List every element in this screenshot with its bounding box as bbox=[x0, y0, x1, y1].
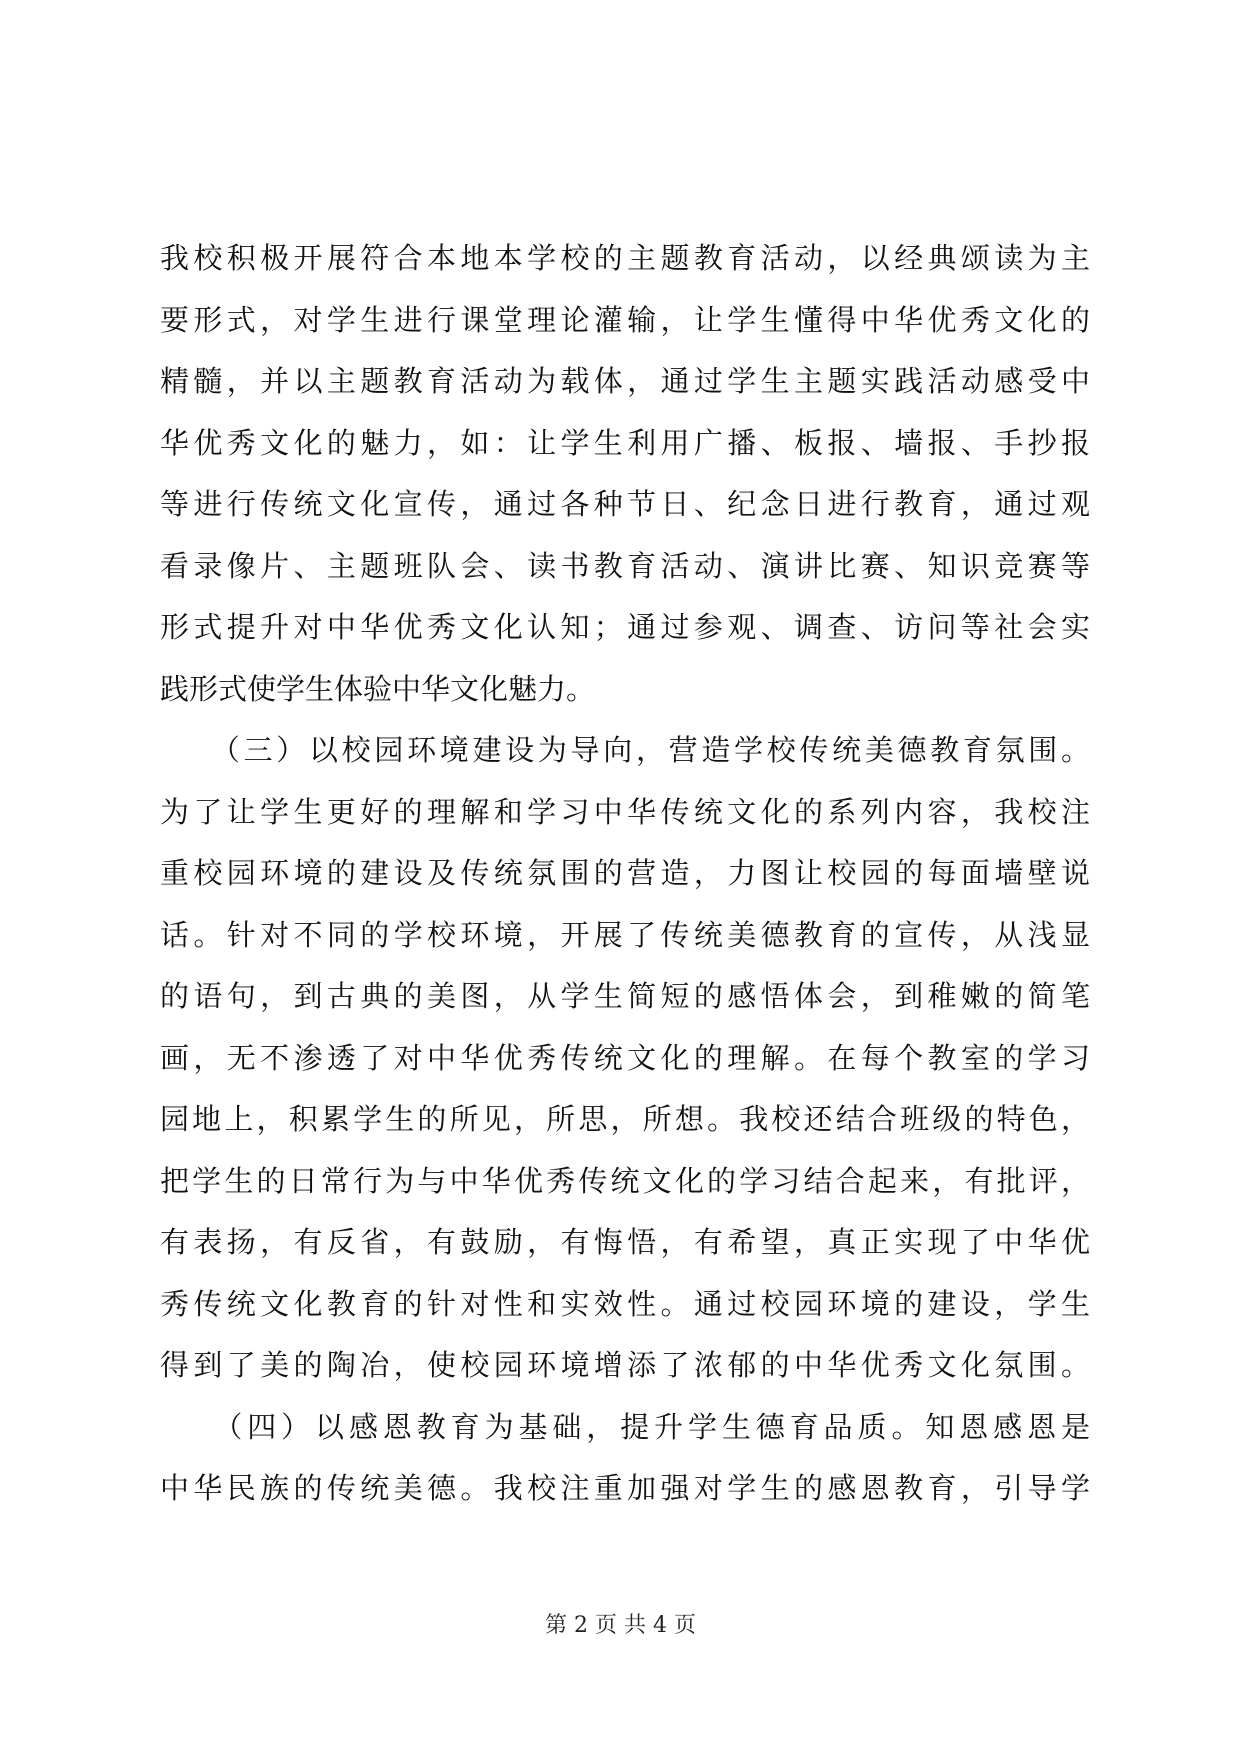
text-line: 看录像片、主题班队会、读书教育活动、演讲比赛、知识竞赛等 bbox=[160, 548, 1090, 583]
text-line: 践形式使学生体验中华文化魅力。 bbox=[160, 671, 596, 706]
body-text bbox=[160, 228, 1090, 1520]
text-line: 话。针对不同的学校环境，开展了传统美德教育的宣传，从浅显 bbox=[160, 917, 1090, 952]
text-line: 把学生的日常行为与中华优秀传统文化的学习结合起来，有批评， bbox=[160, 1163, 1090, 1198]
page-footer: 第 2 页 共 4 页 bbox=[545, 1613, 696, 1638]
text-line: 中华民族的传统美德。我校注重加强对学生的感恩教育，引导学 bbox=[160, 1471, 1090, 1505]
text-line: 园地上，积累学生的所见，所思，所想。我校还结合班级的特色， bbox=[160, 1102, 1090, 1136]
text-line: 的语句，到古典的美图，从学生简短的感悟体会，到稚嫩的简笔 bbox=[160, 979, 1090, 1013]
text-line: 秀传统文化教育的针对性和实效性。通过校园环境的建设，学生 bbox=[160, 1286, 1090, 1321]
text-line: 华优秀文化的魅力，如：让学生利用广播、板报、墙报、手抄报 bbox=[160, 425, 1090, 460]
section-heading-line: （三）以校园环境建设为导向，营造学校传统美德教育氛围。 bbox=[160, 733, 1090, 767]
text-line: 形式提升对中华优秀文化认知；通过参观、调查、访问等社会实 bbox=[160, 610, 1090, 644]
text-line: 有表扬，有反省，有鼓励，有悔悟，有希望，真正实现了中华优 bbox=[160, 1225, 1090, 1259]
text-line: 要形式，对学生进行课堂理论灌输，让学生懂得中华优秀文化的 bbox=[160, 302, 1090, 337]
text-line: 画，无不渗透了对中华优秀传统文化的理解。在每个教室的学习 bbox=[160, 1040, 1090, 1075]
text-line: 精髓，并以主题教育活动为载体，通过学生主题实践活动感受中 bbox=[160, 364, 1090, 398]
text-line: 我校积极开展符合本地本学校的主题教育活动，以经典颂读为主 bbox=[160, 241, 1090, 275]
section-heading-line: （四）以感恩教育为基础，提升学生德育品质。知恩感恩是 bbox=[160, 1409, 1090, 1444]
text-line: 得到了美的陶冶，使校园环境增添了浓郁的中华优秀文化氛围。 bbox=[160, 1348, 1090, 1382]
text-line: 重校园环境的建设及传统氛围的营造，力图让校园的每面墙壁说 bbox=[160, 856, 1090, 890]
text-line: 等进行传统文化宣传，通过各种节日、纪念日进行教育，通过观 bbox=[160, 487, 1090, 521]
text-line: 为了让学生更好的理解和学习中华传统文化的系列内容，我校注 bbox=[160, 794, 1090, 829]
